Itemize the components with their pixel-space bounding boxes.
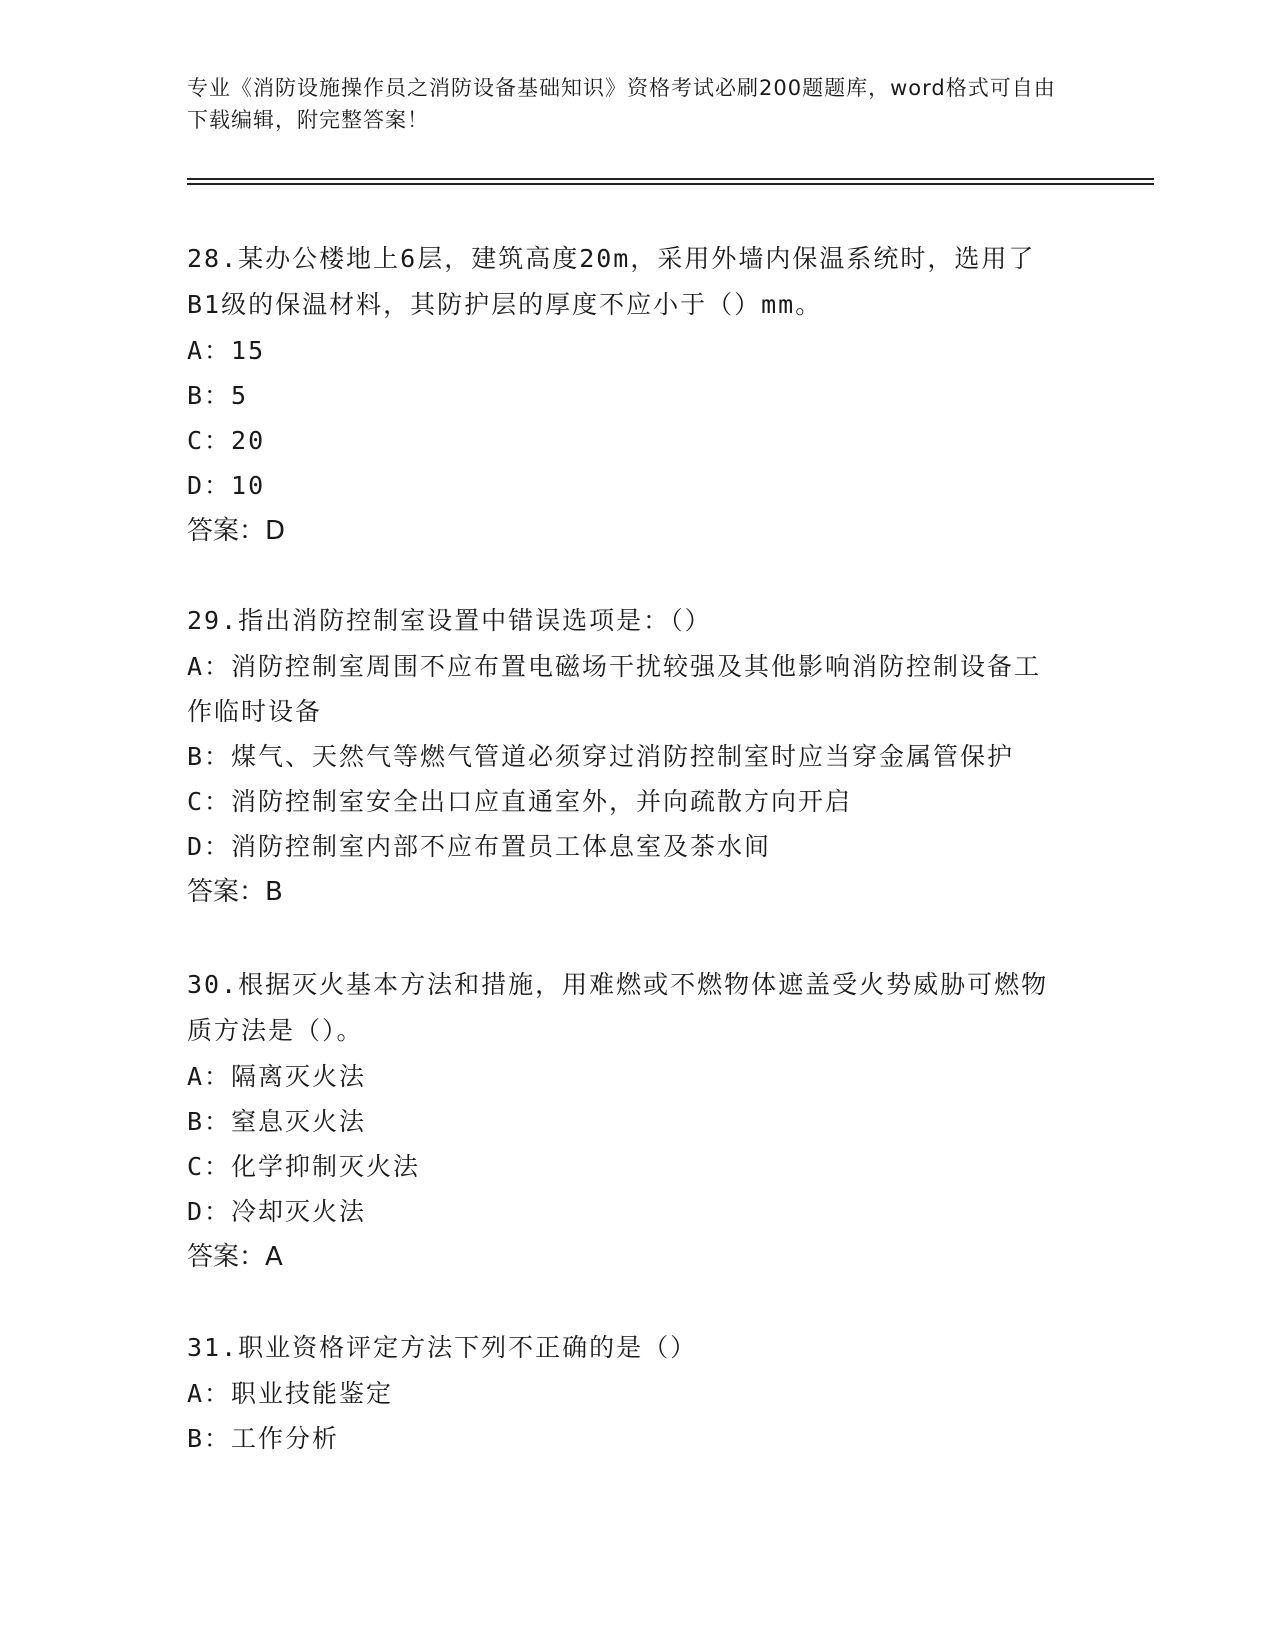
option-c: C：消防控制室安全出口应直通室外，并向疏散方向开启 bbox=[187, 787, 853, 816]
option-a: A：15 bbox=[187, 336, 266, 365]
option-c: C：20 bbox=[187, 426, 266, 455]
option-d: D：冷却灭火法 bbox=[187, 1197, 367, 1226]
option-b: B：窒息灭火法 bbox=[187, 1107, 367, 1136]
question-stem: 29.指出消防控制室设置中错误选项是：（） bbox=[187, 606, 712, 635]
option-b: B：煤气、天然气等燃气管道必须穿过消防控制室时应当穿金属管保护 bbox=[187, 742, 1015, 771]
question-stem: 31.职业资格评定方法下列不正确的是（） bbox=[187, 1333, 698, 1362]
option-d: D：消防控制室内部不应布置员工体息室及茶水间 bbox=[187, 832, 772, 861]
answer: 答案：A bbox=[187, 1242, 283, 1272]
question-29 bbox=[187, 598, 1067, 915]
question-stem: 28.某办公楼地上6层，建筑高度20m，采用外墙内保温系统时，选用了B1级的保温材料，其防护层的厚度不应小于（）mm。 bbox=[187, 244, 1036, 319]
header-rule-bottom bbox=[187, 183, 1154, 185]
option-a: A：职业技能鉴定 bbox=[187, 1379, 394, 1408]
answer: 答案：D bbox=[187, 516, 286, 546]
question-28 bbox=[187, 236, 1067, 554]
document-header: 专业《消防设施操作员之消防设备基础知识》资格考试必刷200题题库，word格式可自由下载编辑，附完整答案！ bbox=[187, 76, 1056, 132]
option-b: B：工作分析 bbox=[187, 1424, 340, 1453]
option-a: A：隔离灭火法 bbox=[187, 1062, 367, 1091]
option-d: D：10 bbox=[187, 471, 266, 500]
question-31 bbox=[187, 1325, 1067, 1461]
option-c: C：化学抑制灭火法 bbox=[187, 1152, 421, 1181]
option-a: A：消防控制室周围不应布置电磁场干扰较强及其他影响消防控制设备工作临时设备 bbox=[187, 652, 1042, 726]
question-30 bbox=[187, 962, 1067, 1280]
option-b: B：5 bbox=[187, 381, 249, 410]
answer: 答案：B bbox=[187, 877, 283, 907]
header-rule-top bbox=[187, 178, 1154, 180]
question-stem: 30.根据灭火基本方法和措施，用难燃或不燃物体遮盖受火势威胁可燃物质方法是（）。 bbox=[187, 970, 1049, 1045]
